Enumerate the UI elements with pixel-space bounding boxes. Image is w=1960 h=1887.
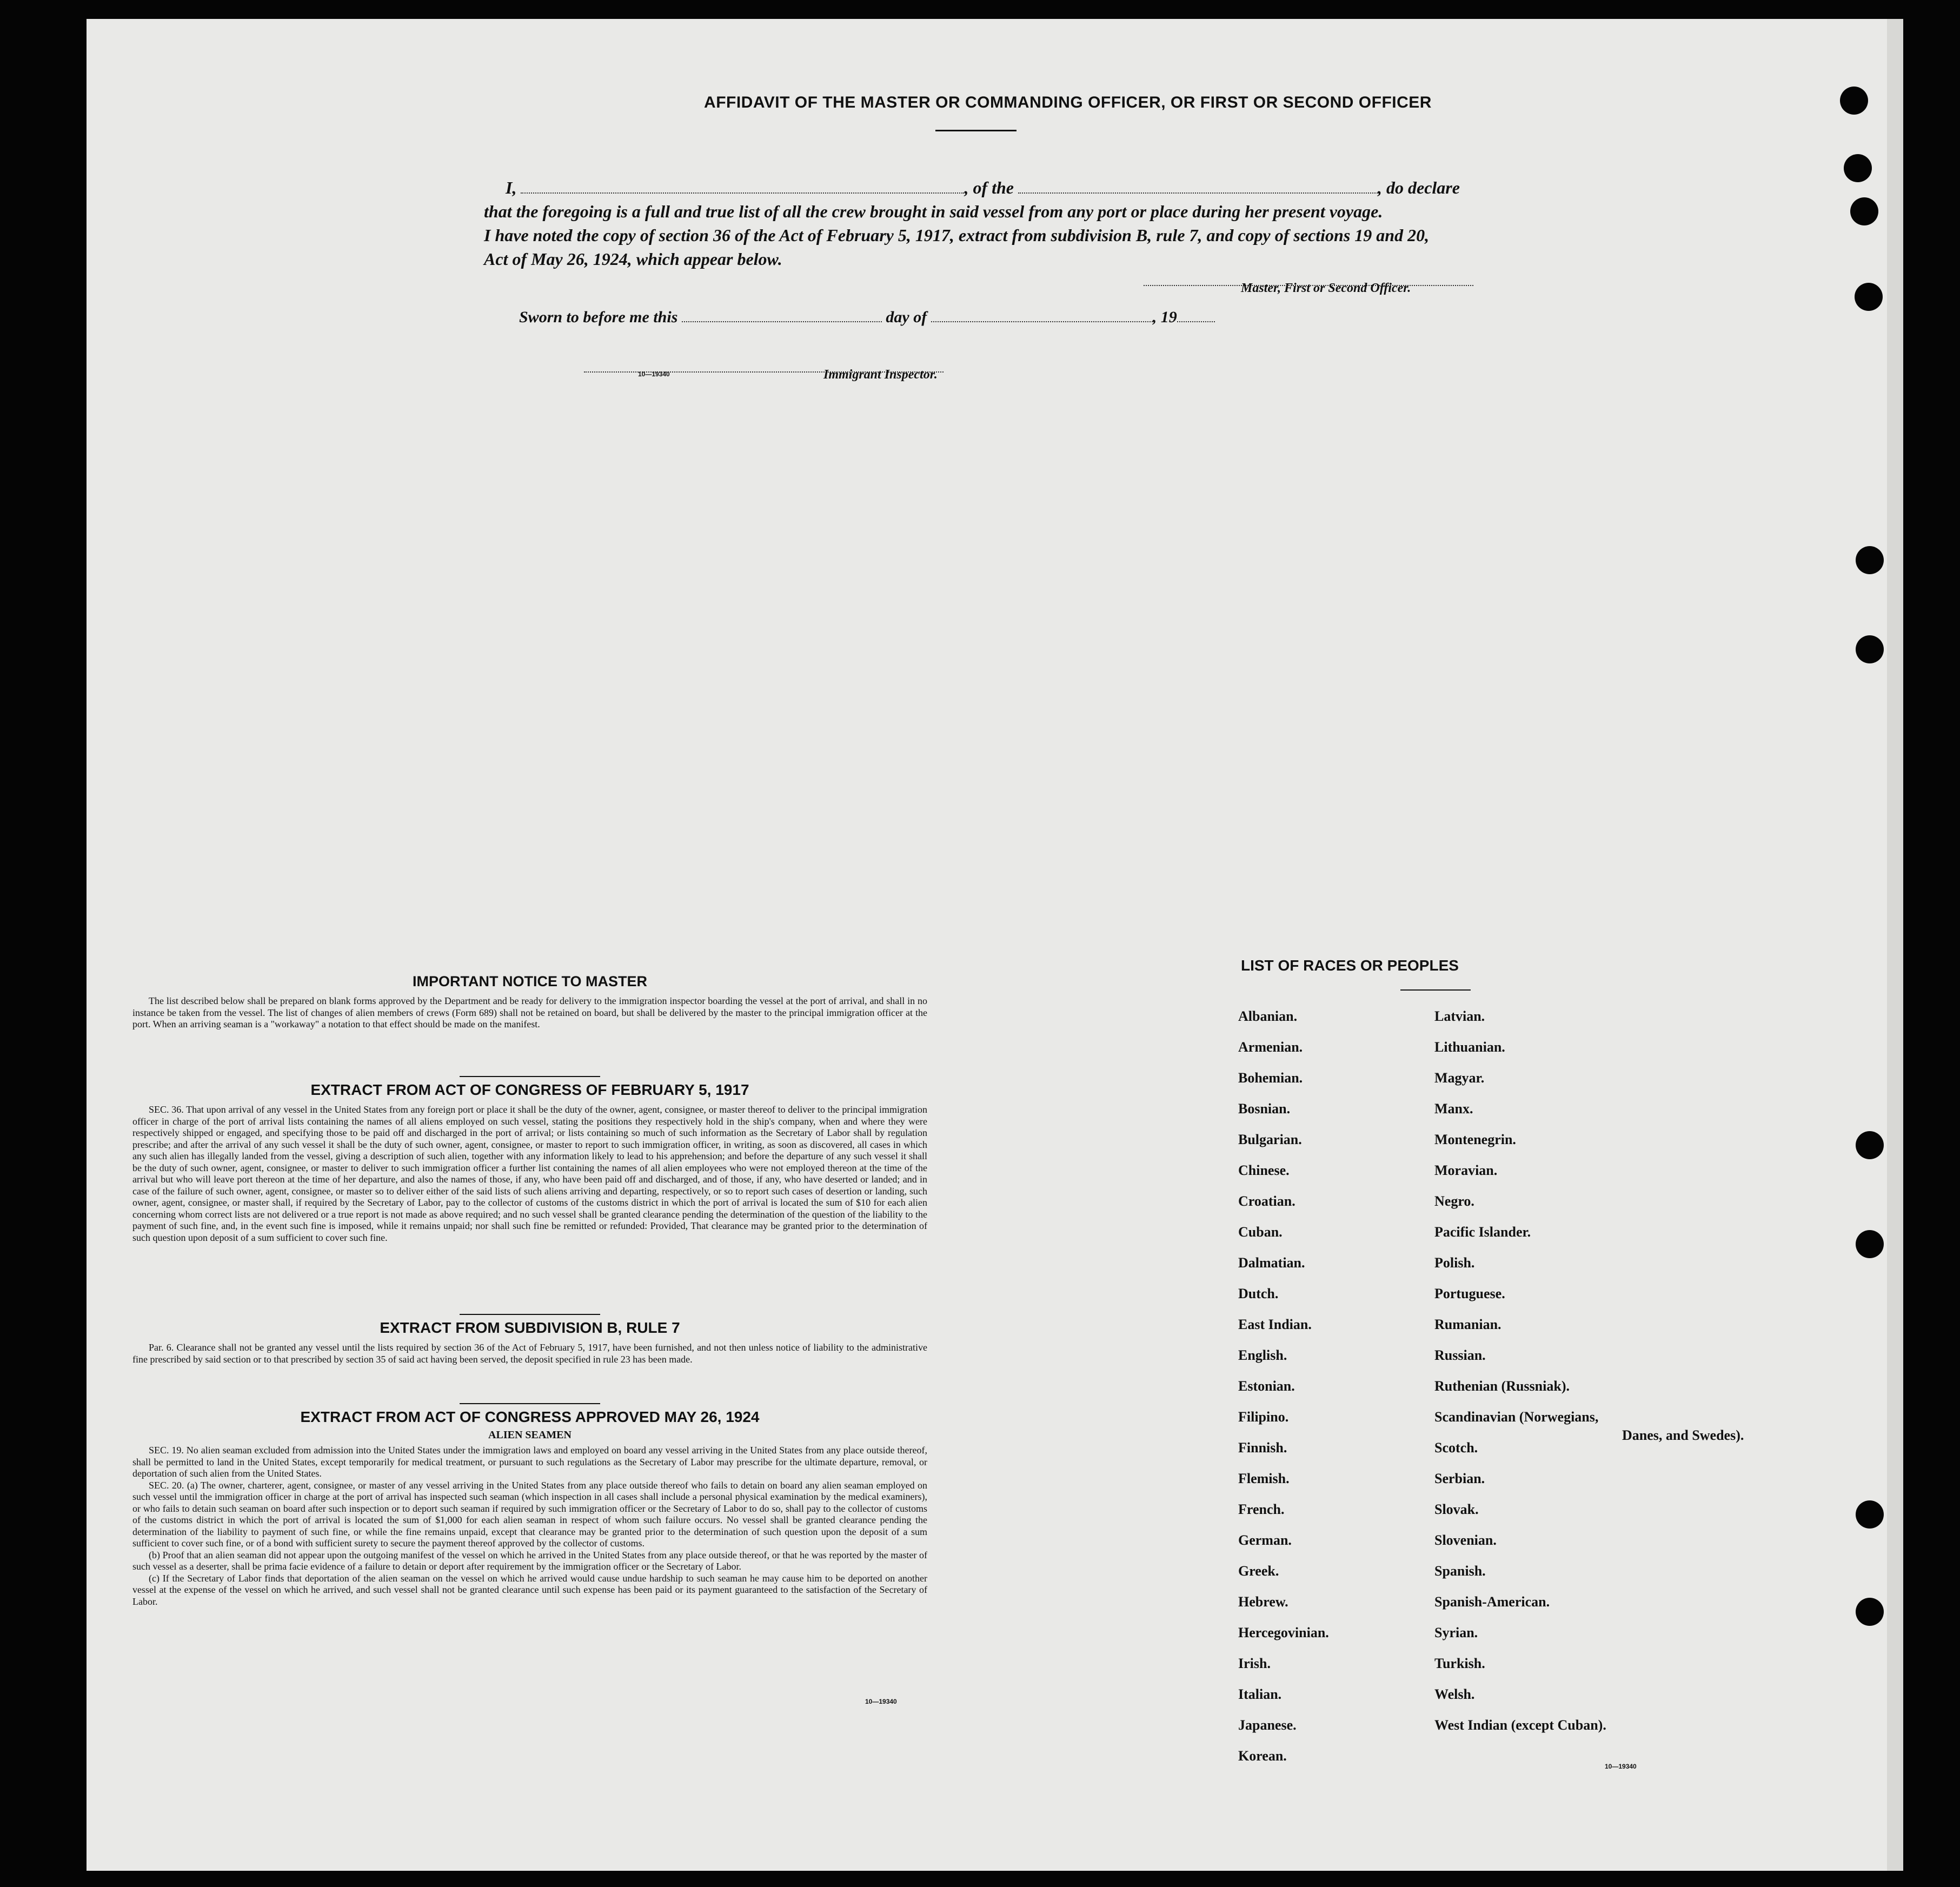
race-item: Irish. [1238,1656,1271,1671]
race-item: Dutch. [1238,1286,1279,1301]
race-item: Manx. [1434,1101,1473,1117]
race-item: Negro. [1434,1193,1474,1209]
form-number: 10—19340 [865,1698,897,1705]
form-number: 10—19340 [638,370,670,378]
race-item: French. [1238,1501,1285,1517]
race-item: Polish. [1434,1255,1475,1271]
declaration-text [484,176,1460,271]
declaration-line-4: Act of May 26, 1924, which appear below. [484,249,782,269]
races-title-rule [1400,989,1471,991]
race-item: German. [1238,1532,1292,1548]
race-item: Slovak. [1434,1501,1479,1517]
section-divider [460,1314,600,1315]
binder-hole [1844,154,1872,182]
race-item: Cuban. [1238,1224,1283,1240]
extract-rule7-text: Par. 6. Clearance shall not be granted any vessel until the lists required by section 36 of the Act of February 5, 1917, have been furnished, and not then unless notice of liability to the administrative fine prescribed by said section or to that prescribed by section 35 of said act having been served, the deposit specified in rule 23 has been made. [132,1342,927,1365]
binder-hole [1855,283,1883,311]
race-item: Armenian. [1238,1039,1303,1055]
race-item: Filipino. [1238,1409,1289,1425]
declarant-prefix: I, [506,178,517,197]
extract-1917-text: SEC. 36. That upon arrival of any vessel in the United States from any foreign port or place it shall be the duty of the owner, agent, consignee, or master thereof to deliver to the principal immigration officer in charge of the port of arrival lists containing the names of all aliens employed on such vessel, stating the positions they respectively hold in the ship's company, when and where they were respectively shipped or engaged, and specifying those to be paid off and discharged in the port of arrival; or lists containing so much of such information as the Secretary of Labor shall by regulation prescribe; and after the arrival of any such vessel it shall be the duty of such owner, agent, consignee, or master to report to such immigration officer, in writing, as soon as discovered, all cases in which any such alien has illegally landed from the vessel, giving a description of such alien, together with any information likely to lead to his apprehension; and before the departure of any such vessel it shall be the duty of such owner, agent, consignee, or master to deliver to such immigration officer a further list containing the names of all alien employees who were not employed thereon at the time of the arrival but who will leave port thereon at the time of her departure, and also the names of those, if any, who have been paid off and discharged, and of those, if any, who have deserted or landed; and in case of the failure of such owner, agent, consignee, or master so to deliver either of the said lists of such aliens arriving and departing, respectively, or so to report such cases of desertion or landing, such owner, agent, consignee, or master shall, if required by the Secretary of Labor, pay to the collector of customs of the customs district in which the port of arrival is located the sum of $10 for each alien concerning whom correct lists are not delivered or a true report is not made as above required; and no such vessel shall be granted clearance pending the determination of the question of the liability to the payment of such fine, and, in the event such fine is imposed, while it remains unpaid; nor shall such fine be remitted or refunded: Provided, That clearance may be granted prior to the determination of such question upon deposit of a sum sufficient to cover such fine. [132,1104,927,1243]
extract-rule7-section [132,1319,927,1365]
race-item: Bulgarian. [1238,1132,1302,1147]
declarant-name-field[interactable] [521,181,964,194]
sec-19-text: SEC. 19. No alien seaman excluded from admission into the United States under the immigration laws and employed on board any vessel arriving in the United States from any place outside thereof, shall be permitted to land in the United States, except temporarily for medical treatment, or pursuant to such regulations as the Secretary of Labor may prescribe for the ultimate departure, removal, or deportation of such alien from the United States. [132,1445,927,1479]
race-item: Greek. [1238,1563,1279,1579]
race-item: Italian. [1238,1686,1282,1702]
race-item: Croatian. [1238,1193,1295,1209]
race-item: Pacific Islander. [1434,1224,1531,1240]
race-item: English. [1238,1347,1287,1363]
sec-20a-text: SEC. 20. (a) The owner, charterer, agent, consignee, or master of any vessel arriving in the United States from any place outside thereof who fails to detain on board any alien seaman employed on such vessel until the immigration officer in charge at the port of arrival has inspected such seaman (which inspection in all cases shall include a personal physical examination by the medical examiners), or who fails to detain such seaman on board after such inspection or to deport such seaman if required by such immigration officer or the Secretary of Labor to do so, shall pay to the collector of customs of the customs district in which the port of arrival is located the sum of $1,000 for each alien seaman in respect of whom such failure occurs. No vessel shall be granted clearance pending the determination of the liability to payment of such fine, or while the fine remains unpaid, except that clearance may be granted prior to the determination of such question upon the deposit of a sum sufficient to cover such fine, or of a bond with sufficient surety to secure the payment thereof approved by the collector of customs. [132,1479,927,1549]
section-divider [460,1403,600,1404]
binder-hole [1856,1131,1884,1159]
master-signature-label: Master, First or Second Officer. [1241,281,1411,295]
race-item: Russian. [1434,1347,1486,1363]
declaration-line-1 [484,176,1460,200]
notice-text: The list described below shall be prepared on blank forms approved by the Department and be ready for delivery to the immigration inspector boarding the vessel at the port of arrival, and shall in no instance be taken from the vessel. The list of changes of alien members of crews (Form 689) shall not be retained on board, but shall be delivered by the master to the principal immigration officer at the port. When an arriving seaman is a "workaway" a notation to that effect should be made on the manifest. [132,995,927,1029]
title-rule [935,130,1016,131]
sworn-day-field[interactable] [682,309,882,322]
vessel-name-field[interactable] [1018,181,1378,194]
of-the-label: , of the [964,178,1014,197]
race-item: Serbian. [1434,1471,1485,1486]
race-item: Estonian. [1238,1378,1295,1394]
sec-20c-text: (c) If the Secretary of Labor finds that deportation of the alien seaman on the vessel on which he arrived would cause undue hardship to such seaman he may cause him to be deported on another vessel at the expense of the vessel on which he arrived, and such vessel shall not be granted clearance until such expense has been paid or its payment guaranteed to the satisfaction of the Secretary of Labor. [132,1572,927,1607]
sworn-label: Sworn to before me this [519,308,678,326]
race-item: Scandinavian (Norwegians, [1434,1409,1599,1425]
race-item: Lithuanian. [1434,1039,1505,1055]
races-title: LIST OF RACES OR PEOPLES [1241,957,1459,974]
binder-hole [1840,87,1868,115]
notice-section [132,973,927,1031]
race-item: Latvian. [1434,1008,1485,1024]
declaration-line-2: that the foregoing is a full and true list of all the crew brought in said vessel from any port or place during her present voyage. [484,202,1383,221]
extract-1924-title: EXTRACT FROM ACT OF CONGRESS APPROVED MAY 26, 1924 [300,1408,760,1425]
race-item: Rumanian. [1434,1317,1501,1332]
race-item: West Indian (except Cuban). [1434,1717,1606,1733]
declaration-line-3: I have noted the copy of section 36 of the Act of February 5, 1917, extract from subdivision B, rule 7, and copy of sections 19 and 20, [484,225,1430,245]
extract-1917-section [132,1081,927,1244]
binder-hole [1856,546,1884,574]
affidavit-title: AFFIDAVIT OF THE MASTER OR COMMANDING OFFICER, OR FIRST OR SECOND OFFICER [704,94,1432,111]
binder-hole [1856,1598,1884,1626]
race-item: Bohemian. [1238,1070,1303,1086]
binder-hole [1856,635,1884,663]
race-item: Dalmatian. [1238,1255,1305,1271]
race-item: Flemish. [1238,1471,1290,1486]
document-page [87,19,1903,1871]
race-item: Japanese. [1238,1717,1297,1733]
race-item: Albanian. [1238,1008,1298,1024]
page-edge [1887,19,1903,1871]
inspector-label: Immigrant Inspector. [823,368,938,382]
race-item: Korean. [1238,1748,1287,1764]
race-item: Chinese. [1238,1162,1290,1178]
notice-title: IMPORTANT NOTICE TO MASTER [413,973,647,989]
race-item: Spanish-American. [1434,1594,1550,1610]
race-item: Welsh. [1434,1686,1475,1702]
race-item: East Indian. [1238,1317,1312,1332]
race-item: Spanish. [1434,1563,1486,1579]
race-item: Slovenian. [1434,1532,1497,1548]
race-item: Bosnian. [1238,1101,1291,1117]
race-item: Moravian. [1434,1162,1498,1178]
race-item: Magyar. [1434,1070,1485,1086]
day-of-label: day of [886,308,927,326]
race-item: Hercegovinian. [1238,1625,1329,1640]
race-item: Ruthenian (Russniak). [1434,1378,1570,1394]
race-item-continuation: Danes, and Swedes). [1622,1427,1744,1443]
extract-rule7-title: EXTRACT FROM SUBDIVISION B, RULE 7 [380,1319,680,1336]
form-number: 10—19340 [1605,1763,1637,1770]
do-declare-label: , do declare [1378,178,1460,197]
year-label: , 19 [1152,308,1177,326]
sworn-month-field[interactable] [931,309,1153,322]
race-item: Portuguese. [1434,1286,1505,1301]
section-divider [460,1076,600,1077]
race-item: Hebrew. [1238,1594,1288,1610]
sworn-year-field[interactable] [1177,309,1215,322]
sec-20b-text: (b) Proof that an alien seaman did not appear upon the outgoing manifest of the vessel on which he arrived in the United States from any place outside thereof, or that he was reported by the master of such vessel as a deserter, shall be prima facie evidence of a failure to detain or deport after requirement by the immigration officer or the Secretary of Labor. [132,1549,927,1572]
race-item: Turkish. [1434,1656,1485,1671]
binder-hole [1856,1230,1884,1258]
alien-seamen-subtitle: ALIEN SEAMEN [488,1429,572,1441]
binder-hole [1850,197,1878,225]
sworn-line [519,305,1215,329]
race-item: Syrian. [1434,1625,1478,1640]
race-item: Montenegrin. [1434,1132,1516,1147]
extract-1917-title: EXTRACT FROM ACT OF CONGRESS OF FEBRUARY 5, 1917 [310,1081,749,1098]
race-item: Scotch. [1434,1440,1478,1456]
race-item: Finnish. [1238,1440,1287,1456]
extract-1924-section [132,1408,927,1607]
binder-hole [1856,1500,1884,1529]
